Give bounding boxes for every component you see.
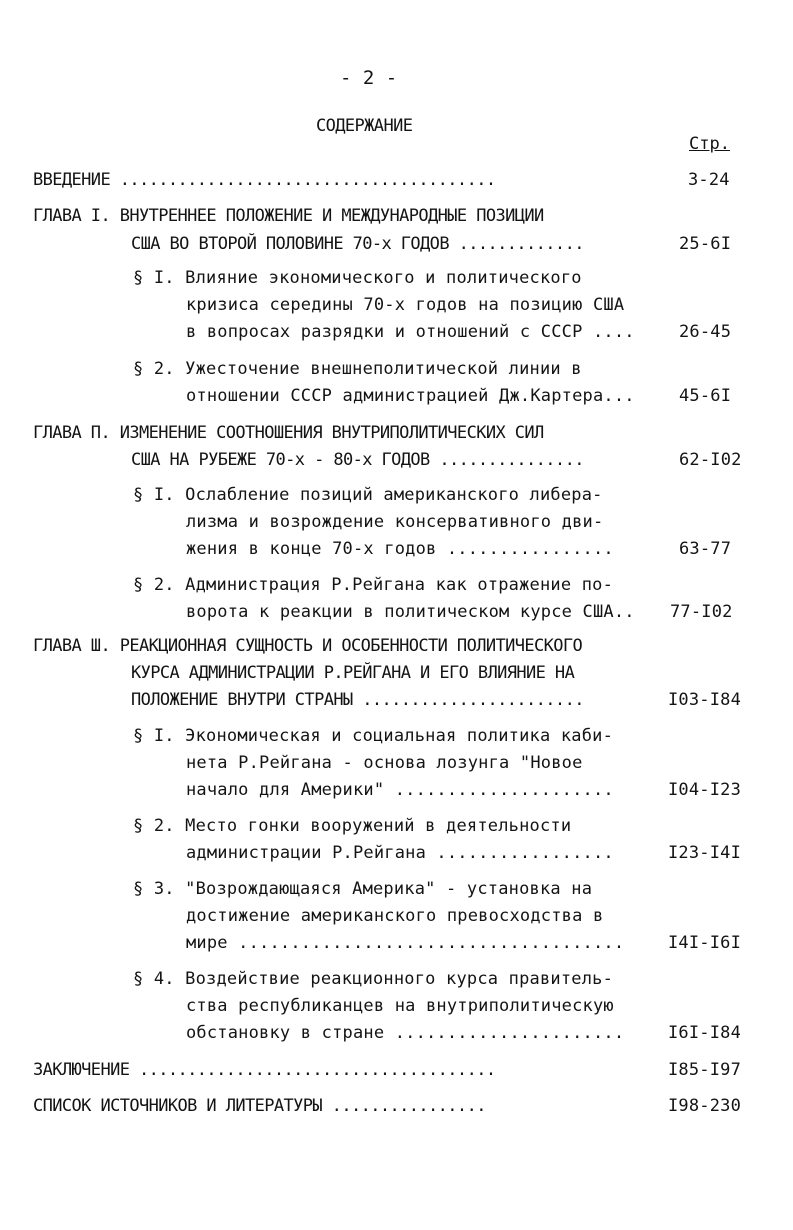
toc-line: США НА РУБЕЖЕ 70-х - 80-х ГОДОВ ............... (131, 450, 584, 470)
toc-pages: I98-230 (668, 1096, 742, 1116)
toc-line: мире ..................................... (186, 933, 625, 953)
toc-line: обстановку в стране ...................... (186, 1023, 625, 1043)
toc-line: начало для Америки" ..................... (186, 780, 614, 800)
toc-pages: 3-24 (688, 170, 730, 190)
toc-line: в вопросах разрядки и отношений с СССР .... (186, 322, 635, 342)
toc-line: администрации Р.Рейгана ................. (186, 843, 614, 863)
toc-line: § I. Экономическая и социальная политика каби- (133, 726, 614, 746)
toc-line: § 2. Ужесточение внешнеполитической линии в (133, 359, 582, 379)
toc-line: ЗАКЛЮЧЕНИЕ ..................................... (33, 1060, 496, 1080)
toc-line: ВВЕДЕНИЕ ....................................... (33, 170, 496, 190)
toc-line: достижение американского превосходства в (186, 906, 604, 926)
toc-line: КУРСА АДМИНИСТРАЦИИ Р.РЕЙГАНА И ЕГО ВЛИЯНИЕ НА (131, 663, 575, 683)
toc-line: США ВО ВТОРОЙ ПОЛОВИНЕ 70-х ГОДОВ ............. (131, 234, 584, 254)
toc-pages: 62-I02 (679, 450, 742, 470)
toc-line: ворота к реакции в политическом курсе США.. (186, 602, 635, 622)
toc-pages: 25-6I (679, 234, 732, 254)
toc-line: ГЛАВА I. ВНУТРЕННЕЕ ПОЛОЖЕНИЕ И МЕЖДУНАРОДНЫЕ ПОЗИЦИИ (33, 206, 544, 226)
toc-line: жения в конце 70-х годов ................ (186, 539, 614, 559)
toc-line: нета Р.Рейгана - основа лозунга "Новое (186, 753, 583, 773)
toc-pages: 26-45 (679, 322, 732, 342)
toc-line: ГЛАВА П. ИЗМЕНЕНИЕ СООТНОШЕНИЯ ВНУТРИПОЛИТИЧЕСКИХ СИЛ (33, 423, 544, 443)
toc-line: § 2. Место гонки вооружений в деятельности (133, 816, 572, 836)
toc-pages: 77-I02 (670, 602, 733, 622)
toc-pages: I6I-I84 (668, 1023, 742, 1043)
toc-pages: I23-I4I (668, 843, 742, 863)
toc-line: ГЛАВА Ш. РЕАКЦИОННАЯ СУЩНОСТЬ И ОСОБЕННОСТИ ПОЛИТИЧЕСКОГО (33, 636, 583, 656)
toc-line: СПИСОК ИСТОЧНИКОВ И ЛИТЕРАТУРЫ ................ (33, 1096, 486, 1116)
toc-line: кризиса середины 70-х годов на позицию США (186, 295, 625, 315)
toc-line: § 3. "Возрождающаяся Америка" - установка на (133, 879, 593, 899)
page-number: - 2 - (340, 67, 398, 89)
toc-line: ства республиканцев на внутриполитическую (186, 996, 614, 1016)
toc-line: § I. Ослабление позиций американского либера- (133, 485, 603, 505)
toc-line: § 2. Администрация Р.Рейгана как отражение по- (133, 575, 614, 595)
toc-pages: I03-I84 (668, 690, 742, 710)
toc-line: лизма и возрождение консервативного дви- (186, 512, 604, 532)
toc-pages: I85-I97 (668, 1060, 742, 1080)
toc-pages: I04-I23 (668, 780, 742, 800)
toc-pages: 63-77 (679, 539, 732, 559)
page-column-label: Стр. (689, 134, 730, 154)
toc-line: § I. Влияние экономического и политического (133, 268, 582, 288)
toc-heading: СОДЕРЖАНИЕ (316, 116, 413, 136)
toc-pages: 45-6I (679, 386, 732, 406)
toc-line: ПОЛОЖЕНИЕ ВНУТРИ СТРАНЫ ....................... (131, 690, 584, 710)
toc-pages: I4I-I6I (668, 933, 742, 953)
toc-line: § 4. Воздействие реакционного курса правитель- (133, 969, 614, 989)
toc-line: отношении СССР администрацией Дж.Картера... (186, 386, 635, 406)
